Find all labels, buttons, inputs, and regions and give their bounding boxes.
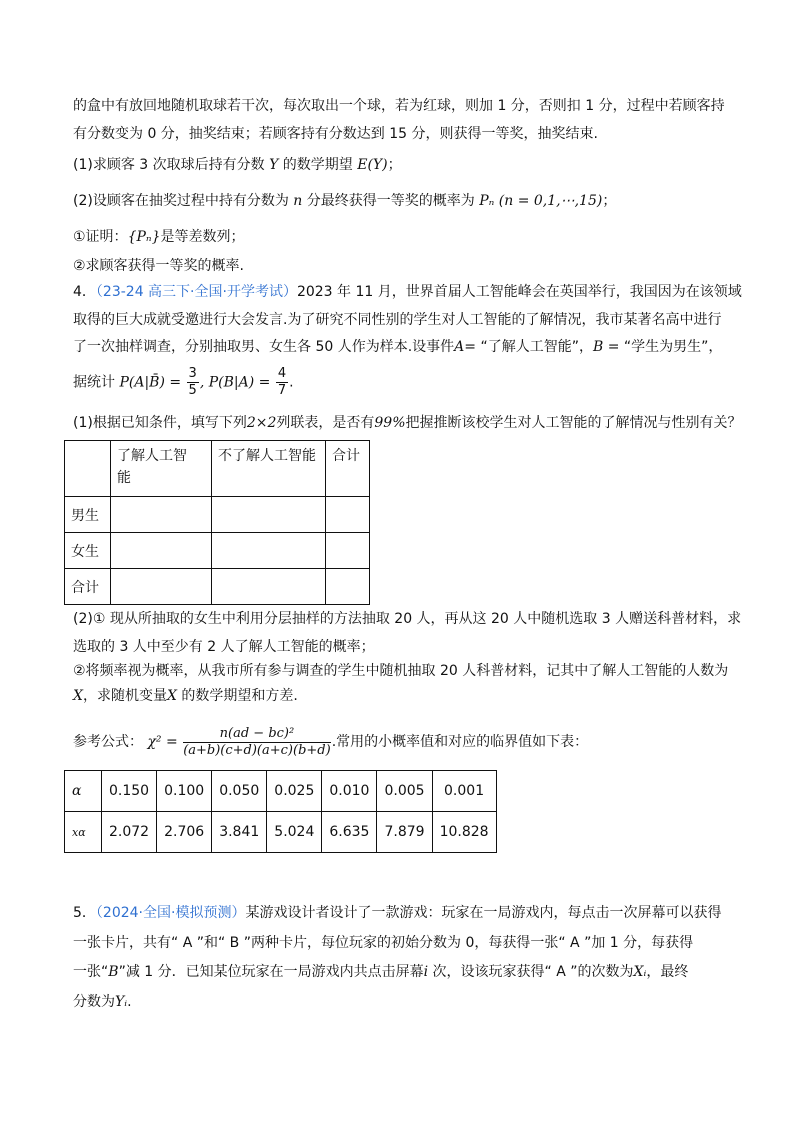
q5-line-1-text: 某游戏设计者设计了一款游戏：玩家在一局游戏内，每点击一次屏幕可以获得 <box>245 905 722 921</box>
q4-fraction-2-num: 4 <box>277 366 287 381</box>
q5-source-link[interactable]: （2024·全国·模拟预测） <box>95 905 246 921</box>
alpha-value: 0.005 <box>377 771 432 812</box>
q4-line-3-a: 了一次抽样调查，分别抽取男、女生各 50 人作为样本.设事件 <box>73 339 455 355</box>
q4-event-b: B <box>592 339 604 355</box>
table-header-cell <box>111 441 212 497</box>
q4-var-x-2: X <box>166 688 177 704</box>
q4-part-2-line-3: ②将频率视为概率，从我市所有参与调查的学生中随机抽取 20 人科普材料，记其中了解人工智能的人数为 <box>73 663 729 679</box>
q3-part-2-mid: 分最终获得一等奖的概率为 <box>302 193 475 209</box>
q5-line-3-a: 一张“ <box>73 964 109 980</box>
q3-part-1-end: ； <box>387 157 402 173</box>
q5-line-1 <box>73 903 721 923</box>
q3-sub-1-expr: {Pₙ} <box>127 229 161 245</box>
q4-fraction-1 <box>187 366 199 399</box>
critical-value: 10.828 <box>432 812 496 853</box>
q4-part-1-pct: 99% <box>374 415 406 431</box>
q4-event-a: A <box>454 339 465 355</box>
q4-part-1 <box>73 413 742 433</box>
table-header-1a: 了解人工智 <box>117 448 187 464</box>
contingency-table <box>64 440 370 605</box>
q4-source-link[interactable]: （23-24 高三下·全国·开学考试） <box>95 284 297 300</box>
table-header-cell: 合计 <box>326 441 370 497</box>
q3-part-1-expr: E(Y) <box>357 157 388 173</box>
q5-line-2: 一张卡片，共有“ A ”和“ B ”两种卡片，每位玩家的初始分数为 0，每获得一张“ A ”加 1 分，每获得 <box>73 935 694 951</box>
q4-line-4 <box>73 366 294 399</box>
q3-part-1 <box>73 155 402 175</box>
q3-part-2-text: (2)设顾客在抽奖过程中持有分数为 <box>73 193 289 209</box>
table-cell <box>326 569 370 605</box>
q3-part-2-end: ； <box>602 193 617 209</box>
q3-sub-1-b: 是等差数列； <box>160 229 245 245</box>
alpha-label: α <box>65 771 102 812</box>
alpha-value: 0.025 <box>267 771 322 812</box>
alpha-value: 0.010 <box>322 771 377 812</box>
q4-fraction-1-den: 5 <box>188 383 197 398</box>
q4-part-2-line-4-a: ，求随机变量 <box>82 688 167 704</box>
q4-part-2-line-2: 选取的 3 人中至少有 2 人了解人工智能的概率； <box>73 639 375 655</box>
q4-line-1-text: 2023 年 11 月，世界首届人工智能峰会在英国举行，我国因为在该领域 <box>296 284 742 300</box>
formula-tail: .常用的小概率值和对应的临界值如下表： <box>331 734 589 750</box>
critical-value: 7.879 <box>377 812 432 853</box>
critical-label: xα <box>65 812 102 853</box>
table-row-label: 合计 <box>65 569 111 605</box>
q4-line-4-end: . <box>289 374 294 391</box>
q4-formula-line <box>73 722 588 762</box>
q4-fraction-2 <box>276 366 288 399</box>
q5-var-y: Yᵢ <box>115 994 128 1010</box>
q3-line-1: 的盒中有放回地随机取球若干次，每次取出一个球，若为红球，则加 1 分，否则扣 1 分，过程中若顾客持 <box>73 98 725 114</box>
formula-label: 参考公式： <box>73 734 143 750</box>
critical-value: 6.635 <box>322 812 377 853</box>
alpha-value: 0.100 <box>157 771 212 812</box>
q3-sub-2: ②求顾客获得一等奖的概率. <box>73 258 245 274</box>
q4-line-4-a: 据统计 <box>73 374 115 391</box>
q4-fraction-2-den: 7 <box>277 383 287 398</box>
q4-prob-2: , P(B|A) = <box>199 374 271 391</box>
q5-line-3-b: ”减 1 分．已知某位玩家在一局游戏内共点击屏幕 <box>118 964 424 980</box>
q3-sub-1 <box>73 227 244 247</box>
q3-line-2: 有分数变为 0 分，抽奖结束；若顾客持有分数达到 15 分，则获得一等奖，抽奖结束. <box>73 126 598 142</box>
q5-var-i: i <box>423 964 429 980</box>
q4-part-2-line-1: (2)① 现从所抽取的女生中利用分层抽样的方法抽取 20 人，再从这 20 人中随机选取 3 人赠送科普材料，求 <box>73 611 742 627</box>
table-cell <box>212 533 326 569</box>
q5-card-b: B <box>108 964 119 980</box>
q4-line-1 <box>73 282 742 302</box>
q5-line-4 <box>73 992 132 1012</box>
q4-part-1-b: 列联表，是否有 <box>276 415 375 431</box>
table-cell <box>326 497 370 533</box>
table-header-cell: 不了解人工智能 <box>212 441 326 497</box>
q5-number: 5． <box>73 905 96 921</box>
critical-value: 2.706 <box>157 812 212 853</box>
q5-line-3 <box>73 962 688 982</box>
q4-line-2: 取得的巨大成就受邀进行大会发言.为了研究不同性别的学生对人工智能的了解情况，我市某著名高中进行 <box>73 312 722 328</box>
q4-var-x: X <box>73 688 83 704</box>
q4-fraction-1-num: 3 <box>188 366 197 381</box>
table-cell <box>326 533 370 569</box>
q4-line-3-c: = “学生为男生”， <box>603 339 723 355</box>
alpha-value: 0.150 <box>102 771 157 812</box>
table-cell <box>111 569 212 605</box>
q3-part-1-mid: 的数学期望 <box>278 157 353 173</box>
table-row-label: 女生 <box>65 533 111 569</box>
formula-lhs: χ² = <box>147 734 178 750</box>
q3-part-2-expr: Pₙ (n = 0,1,⋯,15) <box>479 193 603 209</box>
formula-numerator: n(ad − bc)² <box>183 726 331 743</box>
chi-square-fraction <box>183 726 331 759</box>
q4-line-3-b: = “了解人工智能”， <box>464 339 593 355</box>
q4-prob-1: P(A|B̄) = <box>119 374 182 391</box>
q4-line-3 <box>73 337 722 357</box>
table-cell <box>212 497 326 533</box>
table-cell <box>111 533 212 569</box>
q5-line-3-d: ，最终 <box>646 964 689 980</box>
q3-part-1-text: (1)求顾客 3 次取球后持有分数 <box>73 157 265 173</box>
q4-part-1-expr: 2×2 <box>246 415 277 431</box>
table-cell <box>111 497 212 533</box>
q3-part-2-var: n <box>293 193 303 209</box>
q4-part-2-line-4 <box>73 686 298 706</box>
q4-part-2-line-4-b: 的数学期望和方差. <box>176 688 298 704</box>
q5-var-x: Xᵢ <box>633 964 647 980</box>
table-row-label: 男生 <box>65 497 111 533</box>
q5-line-4-b: . <box>127 994 132 1010</box>
q4-number: 4． <box>73 284 96 300</box>
table-cell <box>212 569 326 605</box>
formula-denominator: (a+b)(c+d)(a+c)(b+d) <box>183 742 331 758</box>
table-header-1b: 能 <box>117 470 131 486</box>
q4-part-1-c: 把握推断该校学生对人工智能的了解情况与性别有关？ <box>405 415 742 431</box>
q3-part-2 <box>73 191 616 211</box>
alpha-value: 0.050 <box>212 771 267 812</box>
critical-value: 5.024 <box>267 812 322 853</box>
q3-sub-1-a: ①证明： <box>73 229 128 245</box>
critical-values-table <box>64 770 497 853</box>
q3-part-1-var: Y <box>269 157 279 173</box>
critical-value: 2.072 <box>102 812 157 853</box>
q5-line-4-a: 分数为 <box>73 994 115 1010</box>
table-corner-cell <box>65 441 111 497</box>
q4-part-1-a: (1)根据已知条件，填写下列 <box>73 415 247 431</box>
critical-value: 3.841 <box>212 812 267 853</box>
q5-line-3-c: 次，设该玩家获得“ A ”的次数为 <box>428 964 634 980</box>
alpha-value: 0.001 <box>432 771 496 812</box>
